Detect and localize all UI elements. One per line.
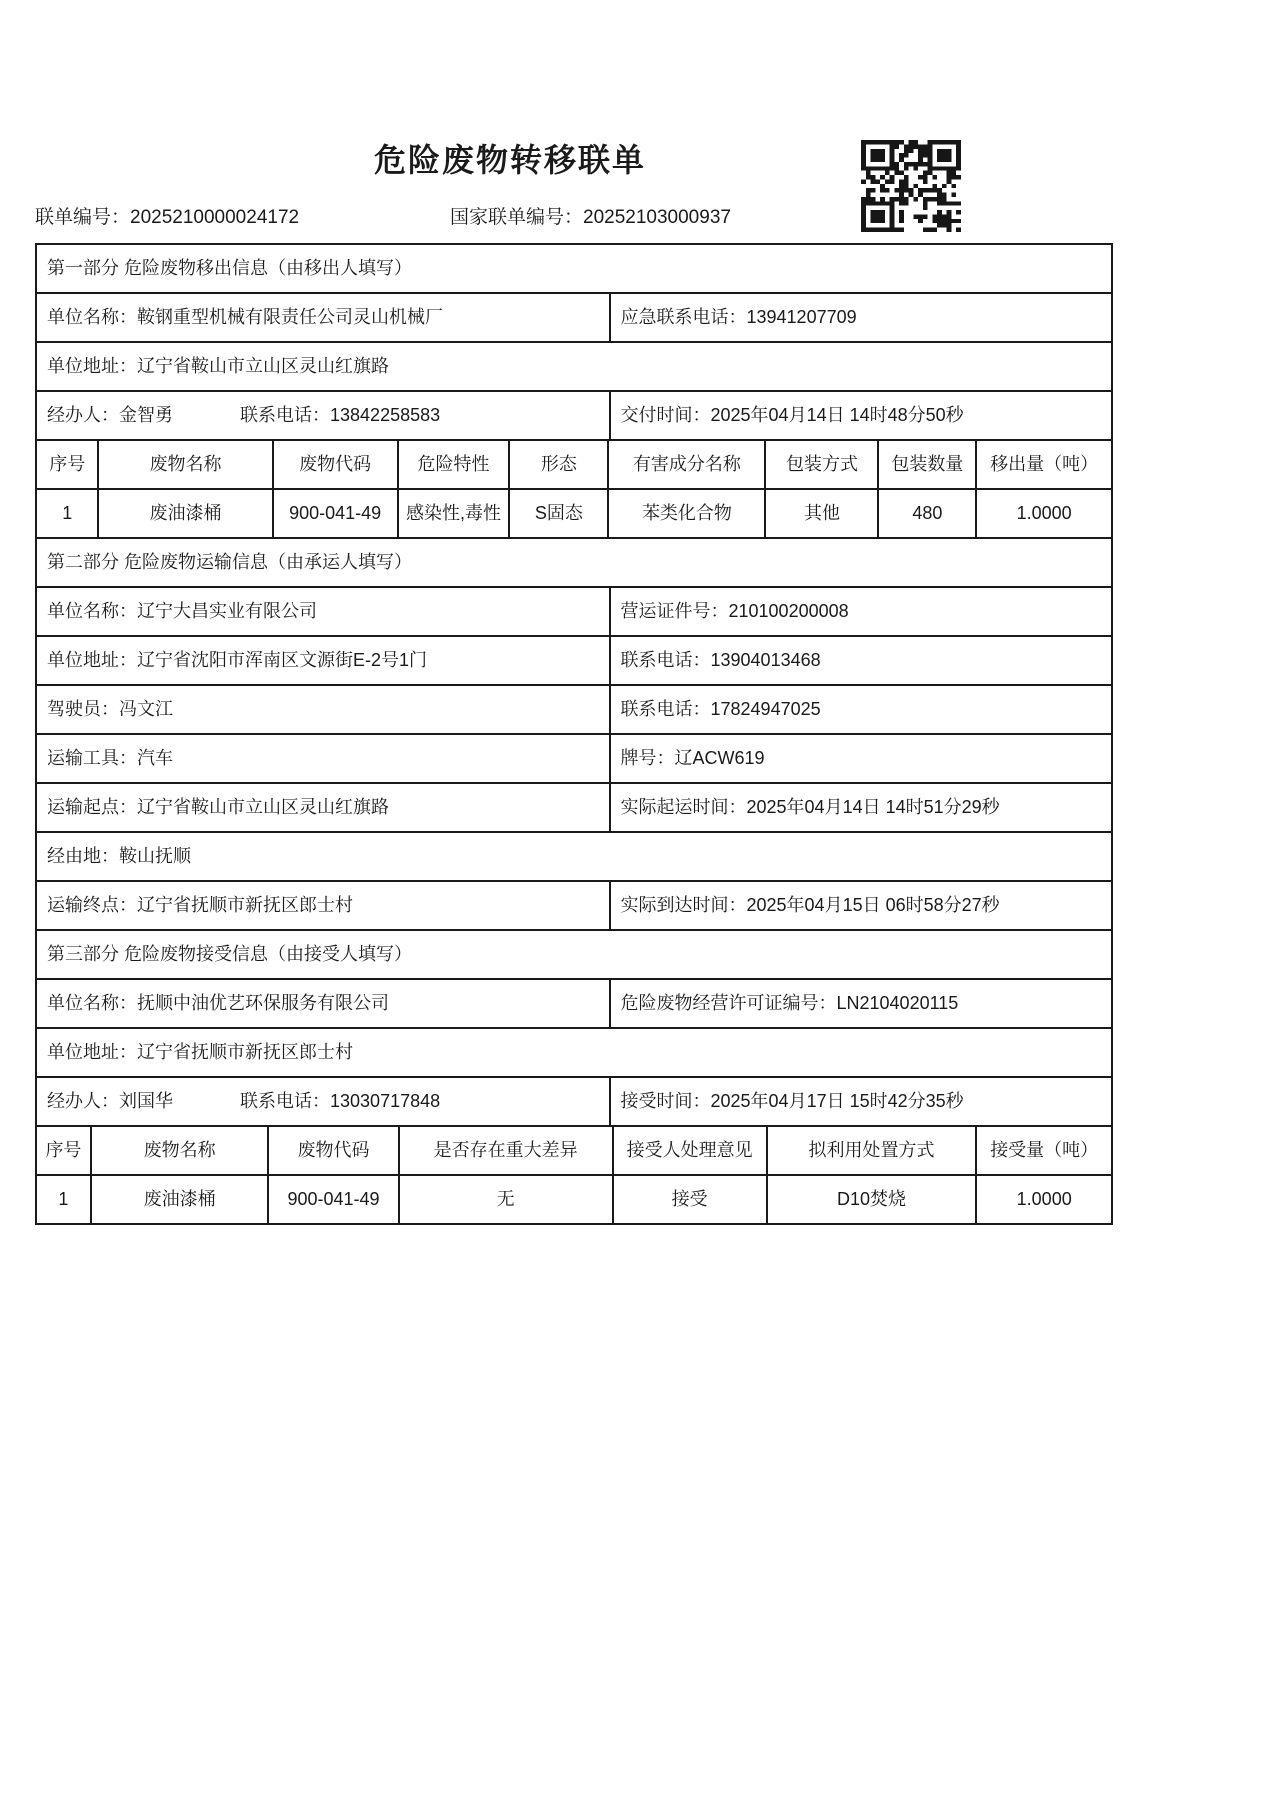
part1-emergency-phone-label: 应急联系电话： <box>620 307 747 328</box>
part1-delivery-time-label: 交付时间： <box>620 405 711 426</box>
part3-accept-header-row <box>36 1126 1112 1175</box>
part2-license-label: 营运证件号： <box>620 601 729 622</box>
part2-section-title: 第二部分 危险废物运输信息（由承运人填写） <box>47 552 412 573</box>
part3-unit-name-value: 抚顺中油优艺环保服务有限公司 <box>137 993 389 1014</box>
accept-receiver-opinion: 接受 <box>613 1175 767 1224</box>
accept-disposal-method: D10焚烧 <box>767 1175 977 1224</box>
part2-depart-time-value: 2025年04月14日 14时51分29秒 <box>746 797 1000 818</box>
part3-accept-table <box>35 1125 1113 1225</box>
part1-agent-phone-value: 13842258583 <box>330 405 441 426</box>
part2-vehicle-label: 运输工具： <box>47 748 137 769</box>
part2-origin-cell <box>36 783 610 832</box>
waste-package-count: 480 <box>878 489 976 538</box>
part1-unit-name-label: 单位名称： <box>47 307 137 328</box>
part3-section-title-cell <box>36 930 1112 979</box>
part2-origin-label: 运输起点： <box>47 797 137 818</box>
column-header-harmful-components: 有害成分名称 <box>608 440 765 489</box>
accept-amount: 1.0000 <box>976 1175 1112 1224</box>
part2-via-label: 经由地： <box>47 846 119 867</box>
part3-accept-time-label: 接受时间： <box>620 1091 711 1112</box>
part2-via-cell <box>36 832 1112 881</box>
part2-driver-value: 冯文江 <box>119 699 173 720</box>
part2-vehicle-cell <box>36 734 610 783</box>
part2-driver-label: 驾驶员： <box>47 699 119 720</box>
column-header-waste-name: 废物名称 <box>98 440 272 489</box>
part2-destination-value: 辽宁省抚顺市新抚区郎士村 <box>137 895 353 916</box>
manifest-number-value: 2025210000024172 <box>130 207 300 228</box>
part3-permit-label: 危险废物经营许可证编号： <box>620 993 837 1014</box>
part2-driver-phone-label: 联系电话： <box>620 699 711 720</box>
accept-waste-name: 废油漆桶 <box>91 1175 269 1224</box>
part2-driver-phone-cell <box>610 685 1113 734</box>
qr-code <box>861 140 961 232</box>
part2-depart-time-cell <box>610 783 1113 832</box>
part2-license-value: 210100200008 <box>728 601 849 622</box>
waste-form: S固态 <box>509 489 608 538</box>
qr-code-image <box>861 140 961 232</box>
part3-receiver-table <box>35 929 1113 1127</box>
part2-address-cell <box>36 636 610 685</box>
part2-depart-time-label: 实际起运时间： <box>620 797 747 818</box>
part1-waste-data-row <box>36 489 1112 538</box>
part2-license-cell <box>610 587 1113 636</box>
part1-address-cell <box>36 342 1112 391</box>
part1-section-title-cell <box>36 244 1112 293</box>
page-title: 危险废物转移联单 <box>373 142 646 178</box>
part3-accept-time-value: 2025年04月17日 15时42分35秒 <box>710 1091 964 1112</box>
part1-emergency-phone-cell <box>610 293 1113 342</box>
accept-seq: 1 <box>36 1175 91 1224</box>
part1-waste-header-row <box>36 440 1112 489</box>
part3-agent-label: 经办人： <box>47 1091 119 1112</box>
part3-agent-phone-value: 13030717848 <box>330 1091 441 1112</box>
part1-address-label: 单位地址： <box>47 356 137 377</box>
column-header-waste-code: 废物代码 <box>268 1126 398 1175</box>
part3-address-value: 辽宁省抚顺市新抚区郎士村 <box>137 1042 353 1063</box>
part2-vehicle-value: 汽车 <box>137 748 173 769</box>
part1-unit-name-cell <box>36 293 610 342</box>
part2-plate-cell <box>610 734 1113 783</box>
part1-agent-value: 金智勇 <box>119 405 173 426</box>
part1-agent-phone-label: 联系电话： <box>240 405 331 426</box>
part2-unit-phone-cell <box>610 636 1113 685</box>
column-header-disposal-method: 拟利用处置方式 <box>767 1126 977 1175</box>
column-header-major-discrepancy: 是否存在重大差异 <box>399 1126 613 1175</box>
column-header-amount-accepted: 接受量（吨） <box>976 1126 1112 1175</box>
accept-major-discrepancy: 无 <box>399 1175 613 1224</box>
part1-emergency-phone-value: 13941207709 <box>746 307 857 328</box>
waste-amount-out: 1.0000 <box>976 489 1112 538</box>
part3-address-cell <box>36 1028 1112 1077</box>
national-manifest-number-label: 国家联单编号： <box>450 207 584 228</box>
part1-agent-label: 经办人： <box>47 405 119 426</box>
part2-driver-phone-value: 17824947025 <box>710 699 821 720</box>
waste-hazard-traits: 感染性,毒性 <box>398 489 510 538</box>
column-header-form: 形态 <box>509 440 608 489</box>
part2-address-value: 辽宁省沈阳市浑南区文源街E-2号1门 <box>137 650 428 671</box>
part1-section-title: 第一部分 危险废物移出信息（由移出人填写） <box>47 258 412 279</box>
part1-info-table <box>35 243 1113 441</box>
part2-unit-name-value: 辽宁大昌实业有限公司 <box>137 601 317 622</box>
national-manifest-number <box>450 206 731 230</box>
part2-unit-name-cell <box>36 587 610 636</box>
part2-address-label: 单位地址： <box>47 650 137 671</box>
column-header-waste-name: 废物名称 <box>91 1126 269 1175</box>
part3-permit-value: LN2104020115 <box>836 993 959 1014</box>
column-header-seq: 序号 <box>36 1126 91 1175</box>
part2-transport-table <box>35 537 1113 931</box>
part1-delivery-time-value: 2025年04月14日 14时48分50秒 <box>710 405 964 426</box>
part3-address-label: 单位地址： <box>47 1042 137 1063</box>
column-header-amount-out: 移出量（吨） <box>976 440 1112 489</box>
part2-plate-label: 牌号： <box>620 748 675 769</box>
part2-destination-cell <box>36 881 610 930</box>
part2-arrive-time-value: 2025年04月15日 06时58分27秒 <box>746 895 1000 916</box>
part3-unit-name-label: 单位名称： <box>47 993 137 1014</box>
part2-unit-phone-value: 13904013468 <box>710 650 821 671</box>
part3-agent-phone-label: 联系电话： <box>240 1091 331 1112</box>
waste-code: 900-041-49 <box>273 489 398 538</box>
part2-destination-label: 运输终点： <box>47 895 137 916</box>
part3-section-title: 第三部分 危险废物接受信息（由接受人填写） <box>47 944 412 965</box>
part3-agent-value: 刘国华 <box>119 1091 173 1112</box>
column-header-waste-code: 废物代码 <box>273 440 398 489</box>
part1-waste-table <box>35 439 1113 539</box>
waste-packaging: 其他 <box>765 489 878 538</box>
part3-permit-cell <box>610 979 1113 1028</box>
part2-unit-name-label: 单位名称： <box>47 601 137 622</box>
column-header-package-count: 包装数量 <box>878 440 976 489</box>
part3-unit-name-cell <box>36 979 610 1028</box>
national-manifest-number-value: 20252103000937 <box>583 207 731 228</box>
manifest-number-label: 联单编号： <box>35 207 131 228</box>
part3-agent-cell <box>36 1077 610 1126</box>
part1-address-value: 辽宁省鞍山市立山区灵山红旗路 <box>137 356 389 377</box>
part2-driver-cell <box>36 685 610 734</box>
part2-arrive-time-cell <box>610 881 1113 930</box>
accept-waste-code: 900-041-49 <box>268 1175 398 1224</box>
manifest-document <box>35 138 1113 1225</box>
waste-harmful-components: 苯类化合物 <box>608 489 765 538</box>
part2-section-title-cell <box>36 538 1112 587</box>
part1-delivery-time-cell <box>610 391 1113 440</box>
part2-plate-value: 辽ACW619 <box>674 748 765 769</box>
column-header-seq: 序号 <box>36 440 98 489</box>
waste-seq: 1 <box>36 489 98 538</box>
part2-unit-phone-label: 联系电话： <box>620 650 711 671</box>
part1-agent-cell <box>36 391 610 440</box>
manifest-number <box>35 206 450 230</box>
part1-unit-name-value: 鞍钢重型机械有限责任公司灵山机械厂 <box>137 307 443 328</box>
column-header-hazard-traits: 危险特性 <box>398 440 510 489</box>
column-header-packaging: 包装方式 <box>765 440 878 489</box>
column-header-receiver-opinion: 接受人处理意见 <box>613 1126 767 1175</box>
part3-accept-data-row <box>36 1175 1112 1224</box>
part2-origin-value: 辽宁省鞍山市立山区灵山红旗路 <box>137 797 389 818</box>
part3-accept-time-cell <box>610 1077 1113 1126</box>
part2-via-value: 鞍山抚顺 <box>119 846 191 867</box>
part2-arrive-time-label: 实际到达时间： <box>620 895 747 916</box>
waste-name: 废油漆桶 <box>98 489 272 538</box>
